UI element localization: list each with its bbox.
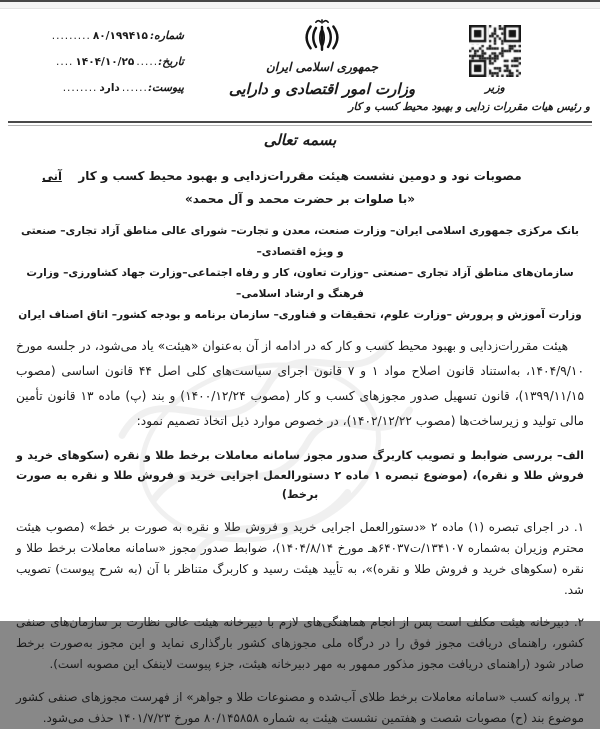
board-chief-title: و رئیس هیات مقررات زدایی و بهبود محیط کسب و کار [348,101,590,113]
recipients-line: سازمان‌های مناطق آزاد تجاری –صنعتی –وزارت تعاون، کار و رفاه اجتماعی–وزارت جهاد کشاورزی– وزارت فرهنگ و ارشاد اسلامی– [26,267,574,300]
document-title-line2: «با صلوات بر حضرت محمد و آل محمد» [184,192,415,206]
iran-emblem-icon [304,17,340,55]
recipients-line: بانک مرکزی جمهوری اسلامی ایران– وزارت صنعت، معدن و تجارت– شورای عالی مناطق آزاد تجاری– صنعتی و ویژه اقتصادی– [20,225,580,258]
letter-meta [14,29,184,107]
dots-leader: ........ [62,82,98,94]
header-divider [8,121,592,126]
document-title [16,165,584,211]
besmele-calligraphy: بسمه تعالی [263,131,337,149]
resolution-items [16,517,584,729]
letter-attachment-label: پیوست: [147,81,184,94]
dots-leader: ......... [51,30,91,42]
recipients-line: وزارت آموزش و پرورش –وزارت علوم، تحقیقات و فناوری– سازمان برنامه و بودجه کشور– اتاق اصناف ایران [18,309,582,321]
letter-date-value: ۱۴۰۴/۱۰/۲۵ [75,56,135,68]
ministry-name: وزارت امور اقتصادی و دارایی [228,80,416,98]
minister-title: وزیر [485,81,505,94]
letter-date-label: تاریخ: [158,55,184,68]
country-name: جمهوری اسلامی ایران [265,60,379,74]
letter-date-row [14,55,184,68]
dots-leader: ...... [121,82,148,94]
letter-number-label: شماره: [149,29,184,42]
dots-leader: .... [56,56,74,68]
letterhead-signer [348,25,590,113]
intro-paragraph: هیئت مقررات‌زدایی و بهبود محیط کسب و کار که در ادامه از آن به‌عنوان «هیئت» یاد می‌شود، در جلسه مورخ ۱۴۰۴/۹/۱۰، به‌استناد قانون اصلاح مواد ۱ و ۷ قانون اجرای سیاست‌های کلی اصل ۴۴ قانون اساسی (مصوب ۱۳۹۹/۱۱/۱۵)، قانون تسهیل صدور مجوزهای کسب و کار (مصوب ۱۴۰۰/۱۲/۲۴) و بند (پ) ماده ۱۳ قانون تأمین مالی تولید و زیرساخت‌ها (مصوب ۱۴۰۲/۱۲/۲۲)، در خصوص موارد ذیل اتخاذ تصمیم نمود: [16,339,585,428]
letter-attachment-row [14,81,184,94]
letter-number-value: ۸۰/۱۹۹۴۱۵ [92,30,148,42]
section-a-heading: الف– بررسی ضوابط و تصویب کاربرگ صدور مجوز سامانه معاملات برخط طلا و نقره (سکوهای خرید و فروش طلا و نقره)، (موضوع تبصره ۱ ماده ۲ دستورالعمل اجرایی خرید و فروش طلا و نقره به صورت برخط) [16,449,584,502]
dots-leader: ..... [136,56,159,68]
letter-body [0,131,600,729]
document-title-line1: مصوبات نود و دومین نشست هیئت مقررات‌زدایی و بهبود محیط کسب و کار [78,169,522,183]
letterhead [0,9,600,123]
resolution-item-3: ۳. پروانه کسب «سامانه معاملات برخط طلای آب‌شده و مصنوعات طلا و جواهر» از فهرست مجوزهای صنفی کشور موضوع بند (ح) مصوبات شصت و هفتمین نشست هیئت به شماره ۸۰/۱۴۵۸۵۸ مورخ ۱۴۰۱/۷/۲۳ حذف می‌شود. [16,690,584,726]
resolution-item-1: ۱. در اجرای تبصره (۱) ماده ۲ «دستورالعمل اجرایی خرید و فروش طلا و نقره به صورت بر خط» (مصوب هیئت محترم وزیران به‌شماره ۱۳۴۱۰۷/ت۶۴۰۳۷هـ مورخ ۱۴۰۴/۸/۱۴)، ضوابط صدور مجوز «سامانه معاملات برخط طلا و نقره (سکوهای خرید و فروش طلا و نقره)»، به تأیید هیئت رسید و کاربرگ متناظر با آن (به شرح پیوست) تصویب شد. [16,519,585,597]
resolution-item-2: ۲. دبیرخانه هیئت مکلف است پس از انجام هماهنگی‌های لازم با دبیرخانه هیئت عالی نظارت بر سازمان‌های صنفی کشور، راهنمای دریافت مجوز فوق را در درگاه ملی مجوزهای کشور بارگذاری نماید و این مجوز به‌صورت برخط صادر شود (راهنمای دریافت مجوز مذکور ممهور به مهر دبیرخانه هیئت، جزء پیوست لاینفک این مصوبه است). [16,615,584,672]
top-border-strip [0,0,600,9]
recipients-list [16,221,584,326]
letter-attachment-value: دارد [99,82,120,94]
letter-number-row [14,29,184,42]
urgent-tag: آنی [42,169,62,183]
qr-code [469,25,521,77]
